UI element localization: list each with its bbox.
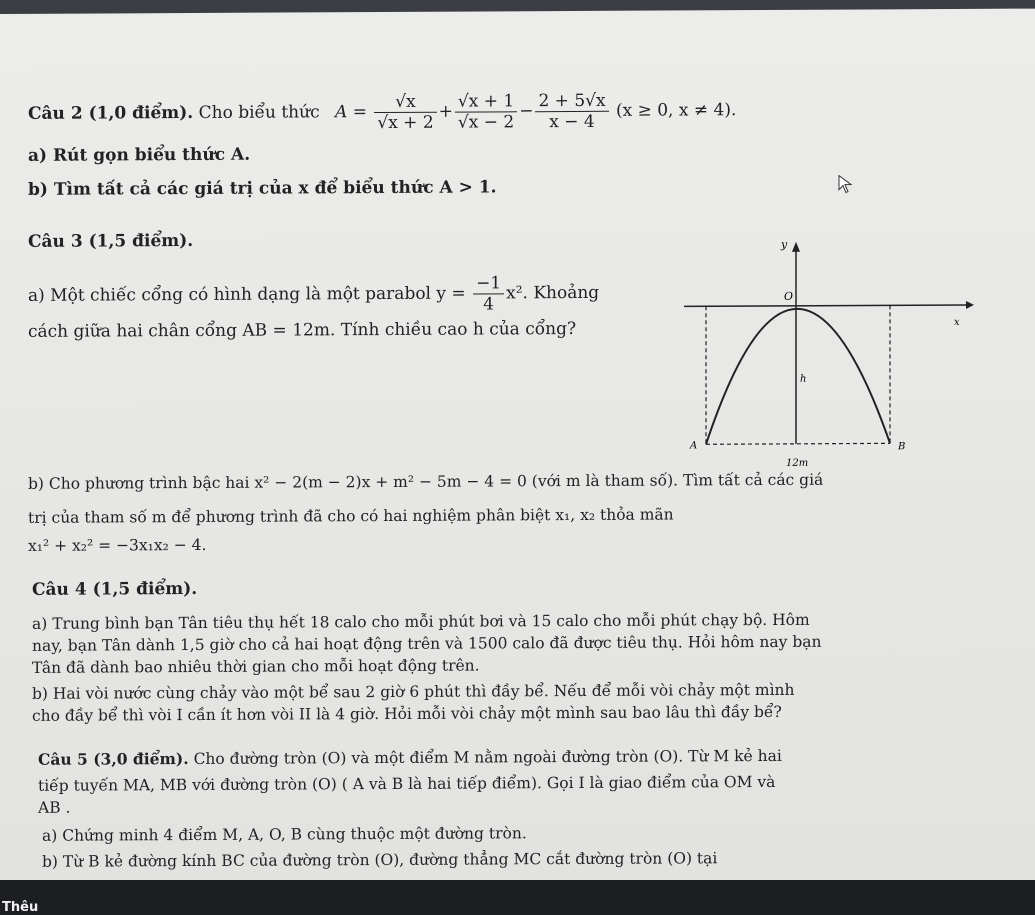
q5-line2: tiếp tuyến MA, MB với đường tròn (O) ( A và B là hai tiếp điểm). Gọi I là giao điểm của OM và xyxy=(38,772,776,795)
q2-part-b: b) Tìm tất cả các giá trị của x để biểu thức A > 1. xyxy=(28,177,497,200)
ab-segment xyxy=(706,443,890,444)
q5-line1 xyxy=(38,746,782,770)
q4-b-line1: b) Hai vòi nước cùng chảy vào một bể sau 2 giờ 6 phút thì đầy bể. Nếu để mỗi vòi chảy một mình xyxy=(32,680,795,703)
q3-fraction: $\frac{-1}{4}$ xyxy=(473,273,504,314)
q4-a-line1: a) Trung bình bạn Tân tiêu thụ hết 18 calo cho mỗi phút bơi và 15 calo cho mỗi phút chạy bộ. Hôm xyxy=(32,610,810,633)
q3-a-line1: a) Một chiếc cổng có hình dạng là một parabol y = $\frac{-1}{4}$ x². Khoảng xyxy=(28,273,600,315)
q2-term3: $\frac{2 + 5√x}{x - 4}$ xyxy=(535,91,608,132)
parabola-figure xyxy=(676,233,976,481)
x-label: x xyxy=(954,316,960,329)
point-b-label: B xyxy=(898,441,906,453)
q5-heading: Câu 5 (3,0 điểm). xyxy=(38,749,189,769)
q4-a-line2: nay, bạn Tân dành 1,5 giờ cho cả hai hoạt động trên và 1500 calo đã được tiêu thụ. Hỏi hôm nay bạn xyxy=(32,632,822,655)
parabola-curve xyxy=(706,308,890,444)
q3-a-line2: cách giữa hai chân cổng AB = 12m. Tính chiều cao h của cổng? xyxy=(28,318,577,342)
q2-term1: $\frac{√x}{√x + 2}$ xyxy=(374,92,436,133)
exam-paper xyxy=(0,9,1035,886)
q4-b-line2: cho đầy bể thì vòi I cần ít hơn vòi II là 4 giờ. Hỏi mỗi vòi chảy một mình sau bao lâu thì đầy bể? xyxy=(32,702,782,725)
x-axis xyxy=(684,305,966,306)
q5-line3: AB . xyxy=(38,798,71,817)
height-label: h xyxy=(800,373,807,385)
q2-part-a: a) Rút gọn biểu thức A. xyxy=(28,144,251,166)
q3-heading: Câu 3 (1,5 điểm). xyxy=(28,230,194,252)
q5-part-a: a) Chứng minh 4 điểm M, A, O, B cùng thuộc một đường tròn. xyxy=(42,824,527,845)
q5-line1-text: Cho đường tròn (O) và một điểm M nằm ngoài đường tròn (O). Từ M kẻ hai xyxy=(188,746,782,769)
q2-statement: Câu 2 (1,0 điểm). Cho biểu thức A = $\frac{√x}{√x + 2}$ + $\frac{√x + 1}{√x - 2}$ − $\frac{2 + 5√x}{x - 4}$ (x ≥ 0, x ≠ 4). xyxy=(28,90,737,134)
q2-heading: Câu 2 (1,0 điểm). xyxy=(28,102,194,124)
y-label: y xyxy=(781,237,788,251)
q4-heading: Câu 4 (1,5 điểm). xyxy=(32,578,198,600)
q2-intro: Cho biểu thức xyxy=(198,102,320,123)
q5-part-b: b) Từ B kẻ đường kính BC của đường tròn (O), đường thẳng MC cắt đường tròn (O) tại xyxy=(42,849,718,871)
bottom-bezel xyxy=(0,880,1035,915)
q3-b-line2: trị của tham số m để phương trình đã cho có hai nghiệm phân biệt x₁, x₂ thỏa mãn xyxy=(28,505,674,527)
x-arrow-icon xyxy=(966,301,974,309)
y-arrow-icon xyxy=(792,242,800,252)
q2-condition: (x ≥ 0, x ≠ 4). xyxy=(615,100,737,121)
q3-b-line1: b) Cho phương trình bậc hai x² − 2(m − 2)x + m² − 5m − 4 = 0 (với m là tham số). Tìm tất cả các giá xyxy=(28,470,824,493)
origin-label: O xyxy=(784,289,794,303)
q3-b-line3: x₁² + x₂² = −3x₁x₂ − 4. xyxy=(28,535,207,555)
footer-label: Thêu xyxy=(2,900,39,915)
q2-lhs: A = xyxy=(335,102,367,123)
point-a-label: A xyxy=(690,440,698,452)
width-label: 12m xyxy=(786,457,809,469)
q4-a-line3: Tân đã dành bao nhiêu thời gian cho mỗi hoạt động trên. xyxy=(32,656,480,677)
q2-term2: $\frac{√x + 1}{√x - 2}$ xyxy=(455,91,517,132)
mouse-pointer-icon xyxy=(838,175,854,195)
